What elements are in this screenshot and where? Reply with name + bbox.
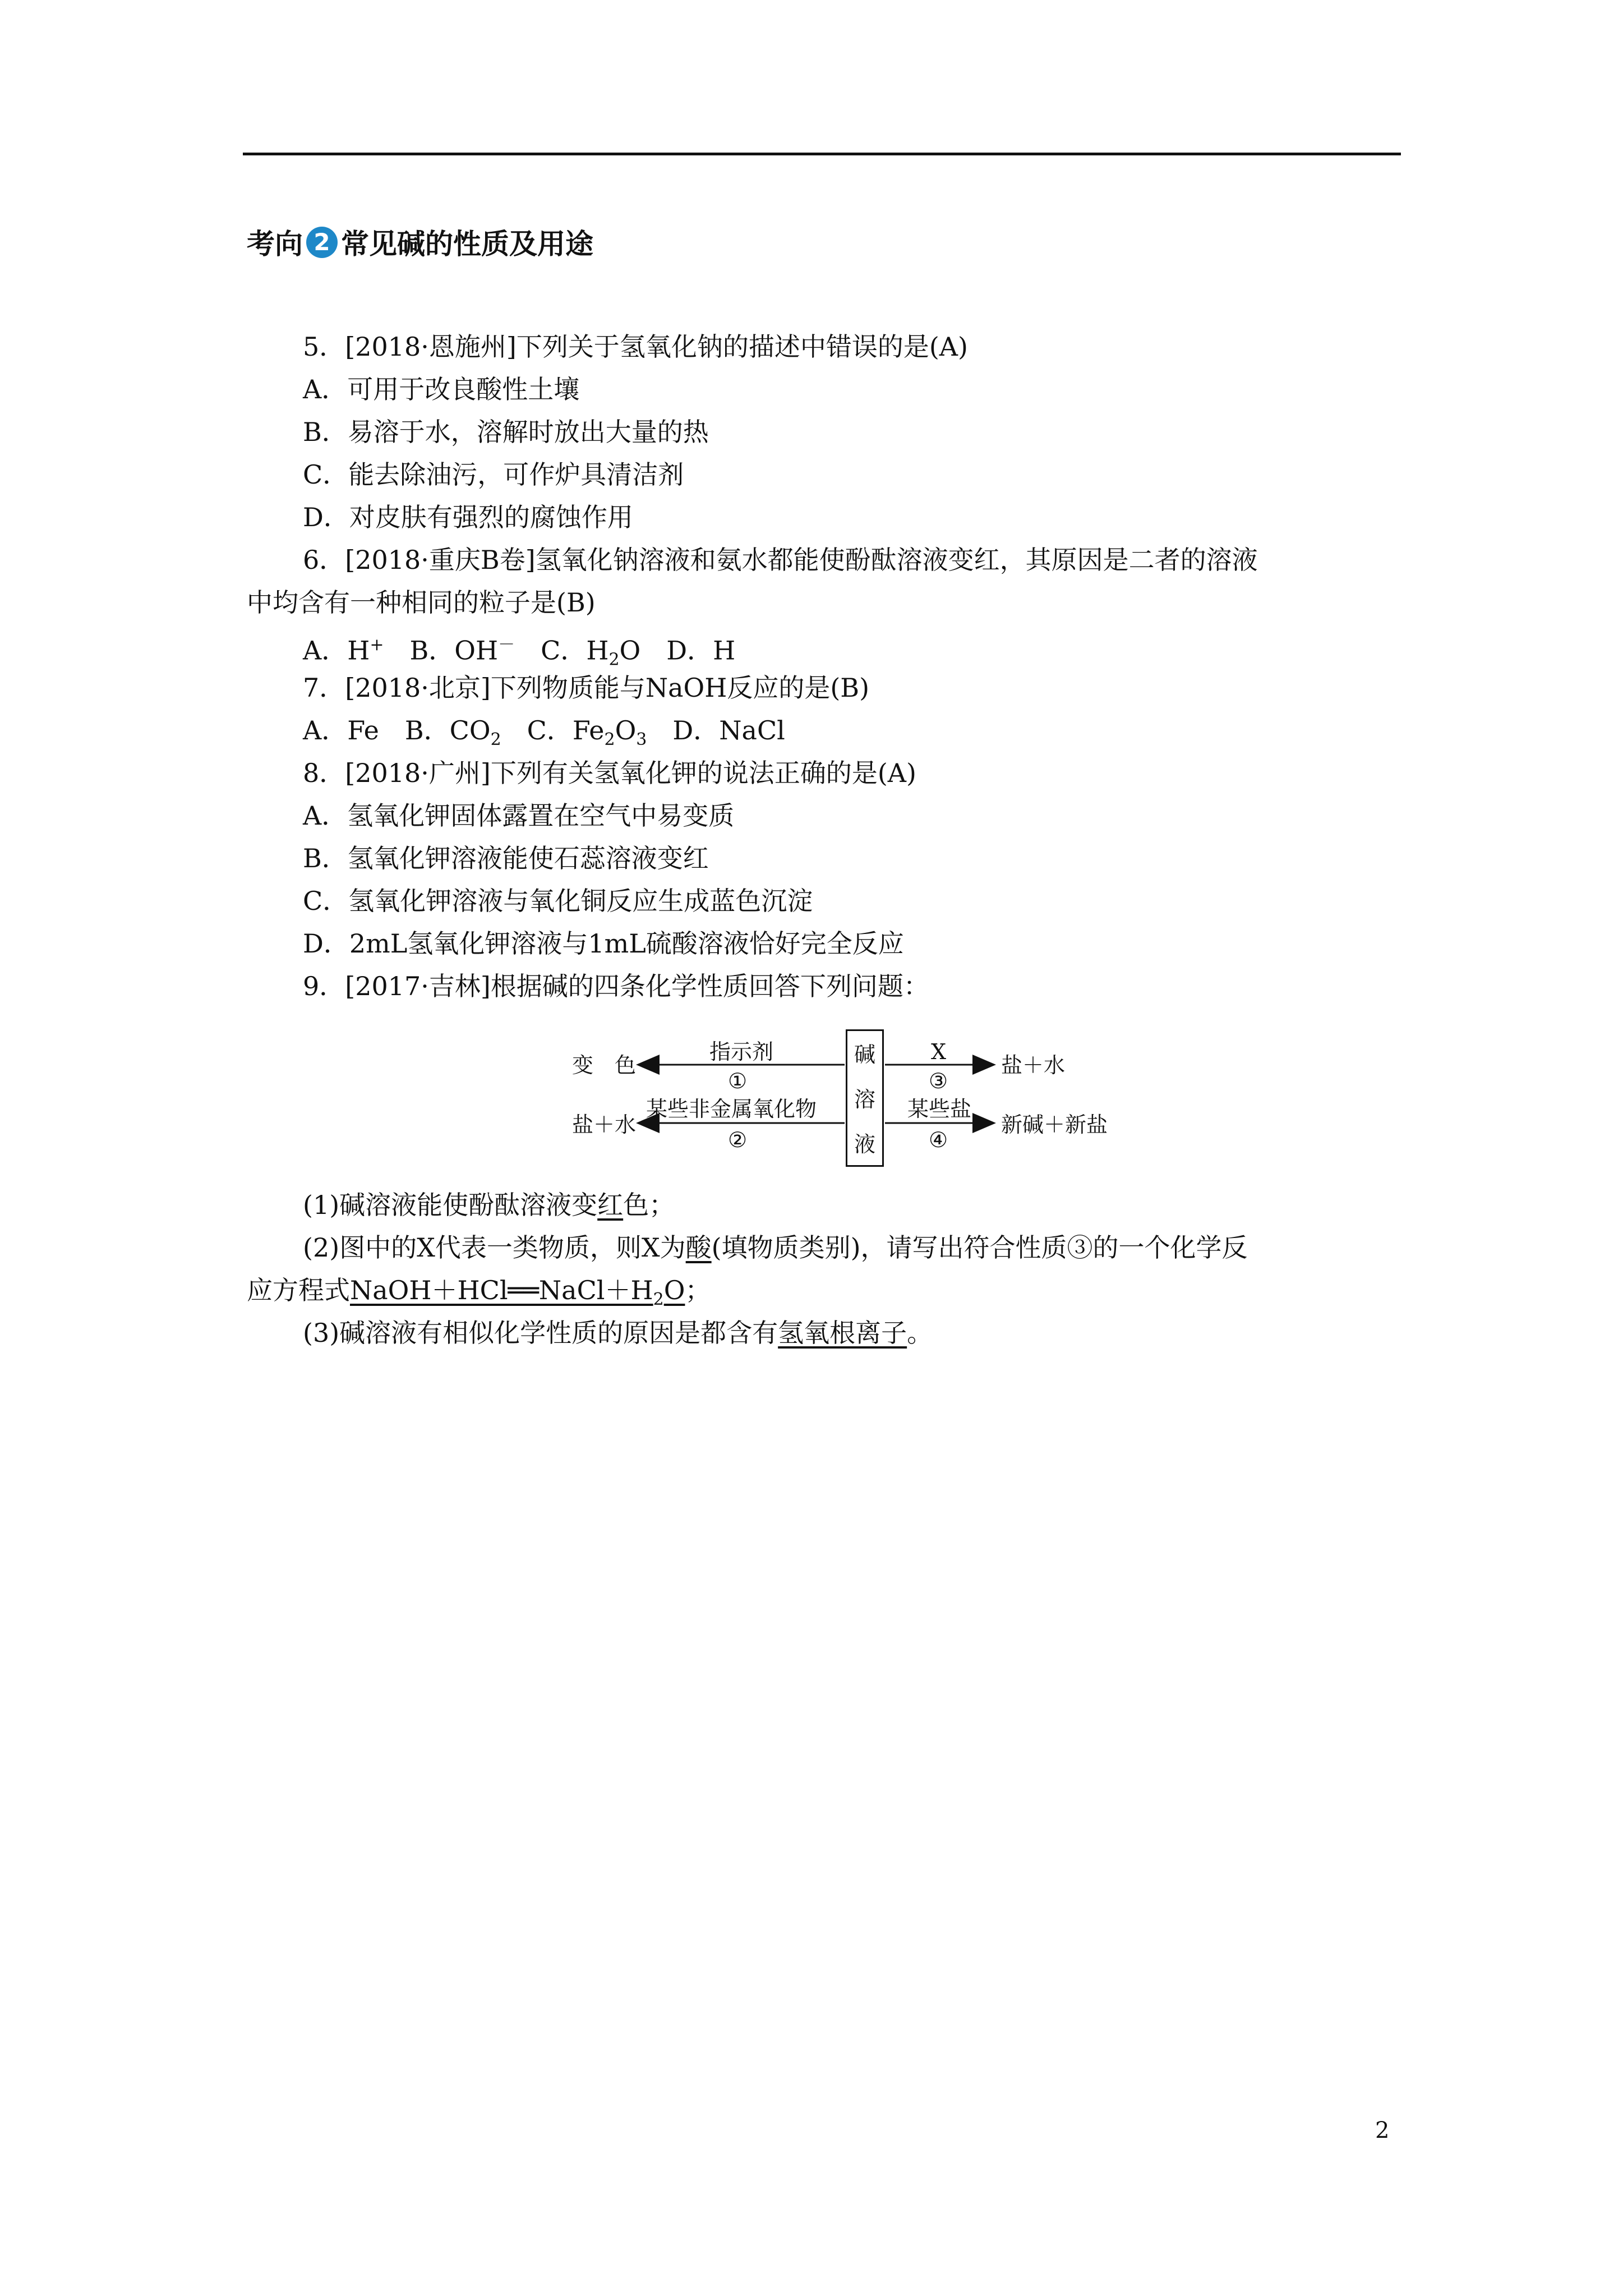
q9-answer-equation: $NaOH+HCl══NaCl+H_2O$ (350, 1275, 685, 1310)
page-number: 2 (1375, 2118, 1390, 2143)
right-result-2: 新碱＋新盐 (1001, 1112, 1108, 1137)
q5-option-b: B．易溶于水，溶解时放出大量的热 (303, 417, 709, 447)
number-badge-icon: 2 (306, 227, 338, 258)
left-number-1: ① (728, 1069, 748, 1093)
q7-option-d: D．NaCl (647, 715, 785, 746)
section-title (247, 216, 593, 272)
q5-option-c: C．能去除油污，可作炉具清洁剂 (303, 459, 684, 490)
box-char-3: 液 (854, 1132, 875, 1157)
q7-option-b: B．CO (379, 715, 491, 746)
q6-stem-line2: 中均含有一种相同的粒子是(B) (247, 587, 596, 618)
q9-stem: 9．[2017·吉林]根据碱的四条化学性质回答下列问题： (303, 971, 929, 1001)
left-number-2: ② (728, 1128, 748, 1152)
q9-answer-3: 氢氧根离子 (778, 1318, 907, 1348)
q6-option-d: D．H (640, 635, 736, 666)
q6-option-c: C．H (515, 635, 609, 666)
q9-part3: (3)碱溶液有相似化学性质的原因是都含有氢氧根离子。 (303, 1318, 933, 1348)
q7-options: A．Fe B．$CO_2$ C．$Fe_2O_3$ D．NaCl (303, 715, 785, 750)
q8-option-d: D．2mL氢氧化钾溶液与1mL硫酸溶液恰好完全反应 (303, 928, 904, 959)
q8-option-c: C．氢氧化钾溶液与氧化铜反应生成蓝色沉淀 (303, 886, 813, 916)
right-label-1: X (931, 1039, 947, 1064)
q5-stem: 5．[2018·恩施州]下列关于氢氧化钠的描述中错误的是(A) (303, 332, 968, 362)
q7-option-c: C．Fe (501, 715, 605, 746)
q8-option-b: B．氢氧化钾溶液能使石蕊溶液变红 (303, 843, 709, 873)
q6-stem-line1: 6．[2018·重庆B卷]氢氧化钠溶液和氨水都能使酚酞溶液变红，其原因是二者的溶液 (303, 545, 1258, 575)
q9-part2-line1: (2)图中的X代表一类物质，则X为酸(填物质类别)，请写出符合性质③的一个化学反 (303, 1232, 1248, 1263)
right-number-1: ③ (929, 1069, 948, 1093)
q9-answer-1: 红 (597, 1190, 624, 1220)
base-solution-box (846, 1029, 884, 1167)
left-result-2: 盐＋水 (572, 1112, 637, 1137)
q5-option-d: D．对皮肤有强烈的腐蚀作用 (303, 502, 633, 532)
q6-option-a: A．H (303, 635, 370, 666)
q5-option-a: A．可用于改良酸性土壤 (303, 374, 580, 404)
left-label-1: 指示剂 (709, 1039, 774, 1064)
left-result-1: 变 色 (572, 1053, 637, 1078)
q8-option-a: A．氢氧化钾固体露置在空气中易变质 (303, 800, 735, 831)
right-number-2: ④ (929, 1128, 948, 1152)
box-char-1: 碱 (854, 1042, 875, 1067)
right-result-1: 盐＋水 (1001, 1053, 1066, 1078)
q7-stem: 7．[2018·北京]下列物质能与NaOH反应的是(B) (303, 673, 870, 703)
header-rule (243, 153, 1401, 155)
q6-options: A．H+ B．OH－ C．$H_2O$ D．H (303, 635, 736, 670)
left-label-2: 某些非金属氧化物 (646, 1097, 817, 1121)
section-prefix: 考向 (247, 228, 303, 260)
q6-option-b: B．OH (384, 635, 499, 666)
q9-part2-line2: 应方程式$NaOH+HCl══NaCl+H_2O$； (247, 1275, 711, 1310)
q7-option-a: A．Fe (303, 715, 379, 746)
base-properties-diagram (572, 1029, 1122, 1167)
right-label-2: 某些盐 (907, 1097, 972, 1121)
box-char-2: 溶 (854, 1087, 875, 1112)
section-heading: 常见碱的性质及用途 (341, 228, 593, 260)
q8-stem: 8．[2018·广州]下列有关氢氧化钾的说法正确的是(A) (303, 758, 916, 788)
q9-answer-2: 酸 (685, 1232, 712, 1263)
q9-part1: (1)碱溶液能使酚酞溶液变红色； (303, 1190, 675, 1220)
